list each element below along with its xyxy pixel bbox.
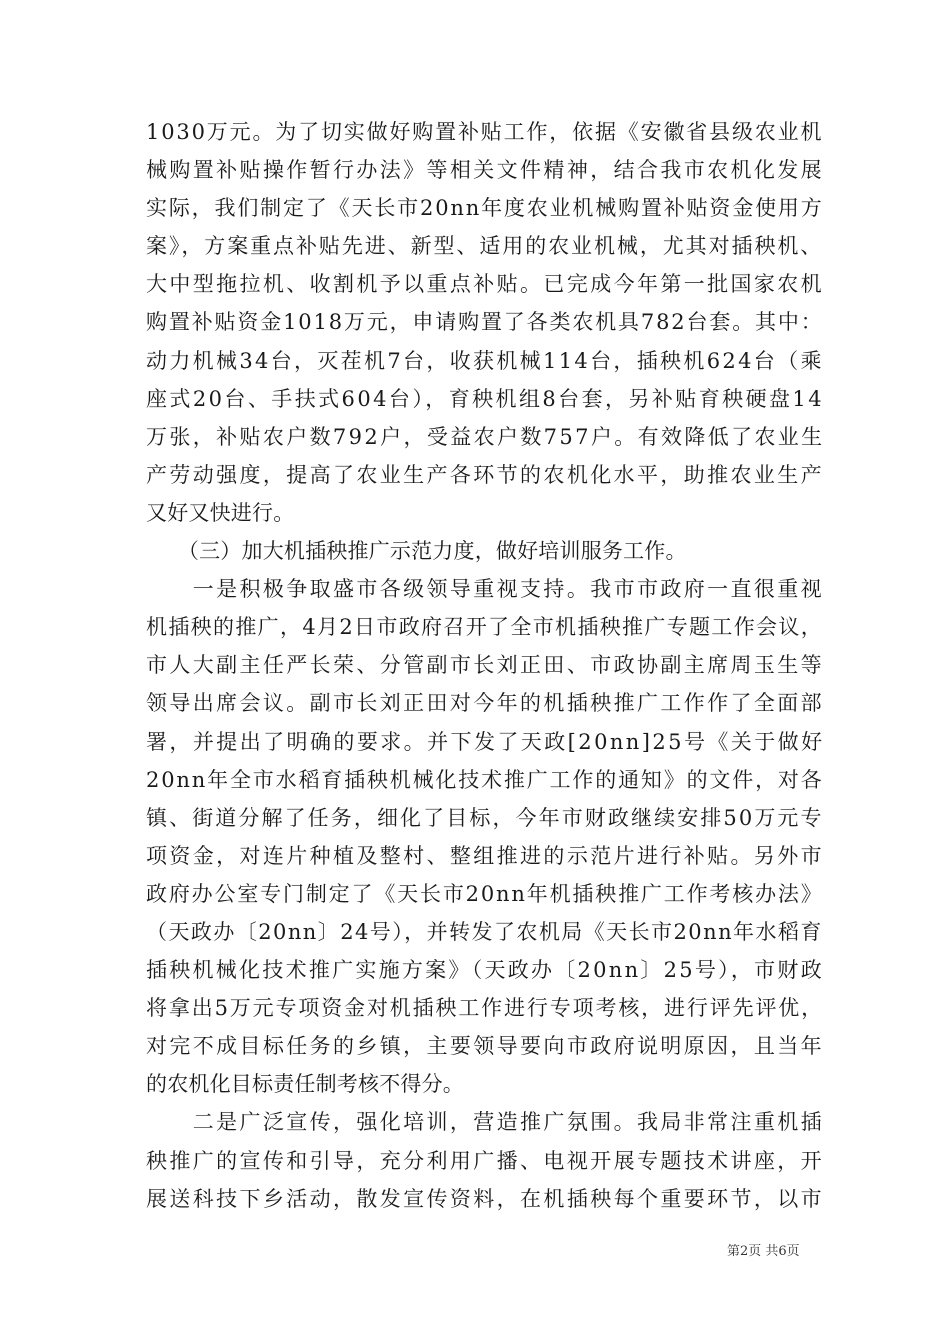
text-line: 械购置补贴操作暂行办法》等相关文件精神，结合我市农机化发展 xyxy=(146,158,824,183)
text-line: 二是广泛宣传，强化培训，营造推广氛围。我局非常注重机插 xyxy=(146,1110,824,1135)
text-line: 领导出席会议。副市长刘正田对今年的机插秧推广工作作了全面部 xyxy=(146,691,824,716)
text-line: 展送科技下乡活动，散发宣传资料，在机插秧每个重要环节，以市 xyxy=(146,1186,824,1211)
text-line: 的农机化目标责任制考核不得分。 xyxy=(146,1072,464,1097)
text-line: 署，并提出了明确的要求。并下发了天政[20nn]25号《关于做好 xyxy=(146,729,825,754)
text-line: 机插秧的推广，4月2日市政府召开了全市机插秧推广专题工作会议， xyxy=(146,615,824,640)
text-line: 万张，补贴农户数792户，受益农户数757户。有效降低了农业生 xyxy=(146,424,825,449)
text-line: 大中型拖拉机、收割机予以重点补贴。已完成今年第一批国家农机 xyxy=(146,272,824,297)
text-line: 一是积极争取盛市各级领导重视支持。我市市政府一直很重视 xyxy=(146,577,824,602)
text-line: 购置补贴资金1018万元，申请购置了各类农机具782台套。其中： xyxy=(146,310,824,335)
text-line: 镇、街道分解了任务，细化了目标，今年市财政继续安排50万元专 xyxy=(146,805,824,830)
text-line: 1030万元。为了切实做好购置补贴工作，依据《安徽省县级农业机 xyxy=(146,120,824,144)
text-line: 市人大副主任严长荣、分管副市长刘正田、市政协副主席周玉生等 xyxy=(146,653,824,678)
text-line: 20nn年全市水稻育插秧机械化技术推广工作的通知》的文件，对各 xyxy=(146,767,824,792)
text-line: 座式20台、手扶式604台），育秧机组8台套，另补贴育秧硬盘14 xyxy=(146,386,825,411)
text-line: 将拿出5万元专项资金对机插秧工作进行专项考核，进行评先评优， xyxy=(146,996,825,1021)
page-number: 第2页 共6页 xyxy=(727,1244,800,1259)
text-line: 对完不成目标任务的乡镇，主要领导要向市政府说明原因，且当年 xyxy=(146,1034,824,1059)
text-line: 动力机械34台，灭茬机7台，收获机械114台，插秧机624台（乘 xyxy=(146,348,824,373)
text-line: 又好又快进行。 xyxy=(146,500,295,525)
section-heading: （三）加大机插秧推广示范力度，做好培训服务工作。 xyxy=(146,539,687,564)
text-line: 案》，方案重点补贴先进、新型、适用的农业机械，尤其对插秧机、 xyxy=(146,234,824,259)
text-line: 实际，我们制定了《天长市20nn年度农业机械购置补贴资金使用方 xyxy=(146,196,824,221)
text-line: 秧推广的宣传和引导，充分利用广播、电视开展专题技术讲座，开 xyxy=(146,1148,824,1173)
text-line: 产劳动强度，提高了农业生产各环节的农机化水平，助推农业生产 xyxy=(146,462,824,487)
body-text xyxy=(146,113,825,1218)
text-line: 插秧机械化技术推广实施方案》（天政办〔20nn〕25号），市财政 xyxy=(146,958,824,983)
text-line: 项资金，对连片种植及整村、整组推进的示范片进行补贴。另外市 xyxy=(146,843,824,868)
text-line: （天政办〔20nn〕24号），并转发了农机局《天长市20nn年水稻育 xyxy=(146,919,823,944)
text-line: 政府办公室专门制定了《天长市20nn年机插秧推广工作考核办法》 xyxy=(146,881,824,906)
